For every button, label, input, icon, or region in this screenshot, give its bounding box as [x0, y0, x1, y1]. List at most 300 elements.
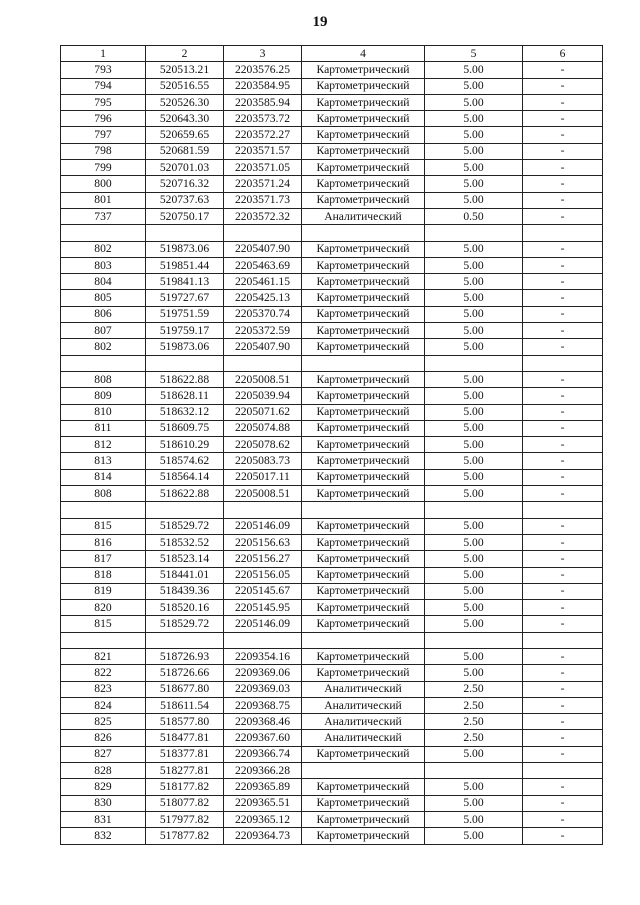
x-coordinate-cell: 518632.12 [146, 404, 224, 420]
x-coordinate-cell: 518532.52 [146, 534, 224, 550]
y-coordinate-cell: 2205083.73 [224, 453, 302, 469]
table-row [61, 143, 603, 159]
accuracy-cell: 5.00 [425, 665, 523, 681]
table-row [61, 583, 603, 599]
method-cell: Картометрический [302, 160, 425, 176]
point-number-cell: 826 [61, 730, 146, 746]
accuracy-cell: 5.00 [425, 518, 523, 534]
method-cell: Картометрический [302, 388, 425, 404]
x-coordinate-cell: 520681.59 [146, 143, 224, 159]
note-cell: - [523, 811, 603, 827]
x-coordinate-cell: 520750.17 [146, 208, 224, 224]
column-header: 1 [61, 46, 146, 62]
x-coordinate-cell: 518677.80 [146, 681, 224, 697]
note-cell: - [523, 208, 603, 224]
accuracy-cell [425, 763, 523, 779]
table-row [61, 111, 603, 127]
table-row [61, 502, 603, 518]
table-row [61, 665, 603, 681]
point-number-cell: 816 [61, 534, 146, 550]
x-coordinate-cell: 520516.55 [146, 78, 224, 94]
point-number-cell [61, 502, 146, 518]
accuracy-cell: 5.00 [425, 339, 523, 355]
note-cell: - [523, 567, 603, 583]
point-number-cell: 821 [61, 648, 146, 664]
accuracy-cell: 5.00 [425, 648, 523, 664]
method-cell: Аналитический [302, 208, 425, 224]
accuracy-cell: 5.00 [425, 274, 523, 290]
note-cell: - [523, 469, 603, 485]
accuracy-cell: 5.00 [425, 111, 523, 127]
x-coordinate-cell: 518609.75 [146, 420, 224, 436]
point-number-cell: 823 [61, 681, 146, 697]
table-row [61, 632, 603, 648]
note-cell: - [523, 127, 603, 143]
method-cell: Картометрический [302, 290, 425, 306]
accuracy-cell: 5.00 [425, 600, 523, 616]
accuracy-cell [425, 225, 523, 241]
point-number-cell: 810 [61, 404, 146, 420]
note-cell: - [523, 730, 603, 746]
y-coordinate-cell: 2205156.63 [224, 534, 302, 550]
y-coordinate-cell: 2205407.90 [224, 241, 302, 257]
method-cell [302, 763, 425, 779]
y-coordinate-cell: 2203571.05 [224, 160, 302, 176]
x-coordinate-cell [146, 502, 224, 518]
table-row [61, 648, 603, 664]
point-number-cell: 828 [61, 763, 146, 779]
note-cell: - [523, 323, 603, 339]
y-coordinate-cell: 2209366.28 [224, 763, 302, 779]
x-coordinate-cell: 518439.36 [146, 583, 224, 599]
method-cell: Картометрический [302, 828, 425, 844]
column-header: 4 [302, 46, 425, 62]
note-cell: - [523, 828, 603, 844]
note-cell: - [523, 518, 603, 534]
accuracy-cell [425, 632, 523, 648]
accuracy-cell: 5.00 [425, 388, 523, 404]
note-cell: - [523, 388, 603, 404]
x-coordinate-cell: 518564.14 [146, 469, 224, 485]
accuracy-cell: 2.50 [425, 714, 523, 730]
accuracy-cell: 5.00 [425, 469, 523, 485]
y-coordinate-cell: 2203576.25 [224, 62, 302, 78]
table-row [61, 78, 603, 94]
y-coordinate-cell: 2205372.59 [224, 323, 302, 339]
method-cell: Картометрический [302, 420, 425, 436]
note-cell [523, 632, 603, 648]
note-cell: - [523, 94, 603, 110]
x-coordinate-cell: 517877.82 [146, 828, 224, 844]
accuracy-cell: 5.00 [425, 486, 523, 502]
y-coordinate-cell: 2205145.95 [224, 600, 302, 616]
y-coordinate-cell: 2205017.11 [224, 469, 302, 485]
method-cell: Картометрический [302, 453, 425, 469]
table-row [61, 420, 603, 436]
accuracy-cell: 5.00 [425, 453, 523, 469]
table-row [61, 779, 603, 795]
x-coordinate-cell: 518377.81 [146, 746, 224, 762]
note-cell: - [523, 78, 603, 94]
table-row [61, 616, 603, 632]
x-coordinate-cell: 518726.66 [146, 665, 224, 681]
accuracy-cell: 5.00 [425, 795, 523, 811]
x-coordinate-cell: 518529.72 [146, 518, 224, 534]
note-cell: - [523, 111, 603, 127]
table-row [61, 453, 603, 469]
y-coordinate-cell: 2209365.89 [224, 779, 302, 795]
accuracy-cell: 5.00 [425, 551, 523, 567]
method-cell: Картометрический [302, 111, 425, 127]
point-number-cell: 812 [61, 437, 146, 453]
table-row [61, 600, 603, 616]
method-cell: Картометрический [302, 143, 425, 159]
y-coordinate-cell: 2203571.73 [224, 192, 302, 208]
point-number-cell: 803 [61, 257, 146, 273]
y-coordinate-cell: 2209368.75 [224, 697, 302, 713]
point-number-cell: 805 [61, 290, 146, 306]
note-cell: - [523, 665, 603, 681]
point-number-cell: 794 [61, 78, 146, 94]
y-coordinate-cell: 2205463.69 [224, 257, 302, 273]
note-cell [523, 355, 603, 371]
table-row [61, 127, 603, 143]
method-cell: Картометрический [302, 534, 425, 550]
point-number-cell: 802 [61, 339, 146, 355]
point-number-cell: 830 [61, 795, 146, 811]
x-coordinate-cell: 518520.16 [146, 600, 224, 616]
table-row [61, 192, 603, 208]
table-row [61, 469, 603, 485]
point-number-cell: 802 [61, 241, 146, 257]
method-cell: Картометрический [302, 62, 425, 78]
point-number-cell: 813 [61, 453, 146, 469]
point-number-cell: 804 [61, 274, 146, 290]
accuracy-cell: 5.00 [425, 437, 523, 453]
table-row [61, 681, 603, 697]
accuracy-cell: 5.00 [425, 323, 523, 339]
note-cell: - [523, 404, 603, 420]
method-cell: Картометрический [302, 274, 425, 290]
point-number-cell: 829 [61, 779, 146, 795]
x-coordinate-cell: 518077.82 [146, 795, 224, 811]
note-cell: - [523, 534, 603, 550]
y-coordinate-cell: 2209366.74 [224, 746, 302, 762]
note-cell: - [523, 453, 603, 469]
point-number-cell: 819 [61, 583, 146, 599]
note-cell: - [523, 437, 603, 453]
method-cell: Аналитический [302, 697, 425, 713]
accuracy-cell: 2.50 [425, 697, 523, 713]
point-number-cell: 814 [61, 469, 146, 485]
table-row [61, 225, 603, 241]
y-coordinate-cell: 2209368.46 [224, 714, 302, 730]
x-coordinate-cell [146, 632, 224, 648]
note-cell: - [523, 192, 603, 208]
table-row [61, 795, 603, 811]
x-coordinate-cell: 518622.88 [146, 486, 224, 502]
note-cell: - [523, 339, 603, 355]
table-row [61, 241, 603, 257]
accuracy-cell: 5.00 [425, 176, 523, 192]
point-number-cell [61, 225, 146, 241]
y-coordinate-cell: 2209369.06 [224, 665, 302, 681]
note-cell: - [523, 795, 603, 811]
table-row [61, 94, 603, 110]
x-coordinate-cell: 518611.54 [146, 697, 224, 713]
accuracy-cell: 5.00 [425, 257, 523, 273]
note-cell: - [523, 714, 603, 730]
method-cell: Картометрический [302, 306, 425, 322]
x-coordinate-cell: 519759.17 [146, 323, 224, 339]
y-coordinate-cell: 2203584.95 [224, 78, 302, 94]
accuracy-cell: 5.00 [425, 290, 523, 306]
table-row [61, 746, 603, 762]
point-number-cell: 822 [61, 665, 146, 681]
accuracy-cell: 5.00 [425, 779, 523, 795]
method-cell: Картометрический [302, 127, 425, 143]
table-row [61, 730, 603, 746]
accuracy-cell: 5.00 [425, 828, 523, 844]
table-row [61, 208, 603, 224]
accuracy-cell: 5.00 [425, 160, 523, 176]
point-number-cell: 798 [61, 143, 146, 159]
point-number-cell: 825 [61, 714, 146, 730]
x-coordinate-cell: 518441.01 [146, 567, 224, 583]
x-coordinate-cell [146, 225, 224, 241]
x-coordinate-cell [146, 355, 224, 371]
method-cell: Картометрический [302, 339, 425, 355]
y-coordinate-cell [224, 355, 302, 371]
x-coordinate-cell: 520716.32 [146, 176, 224, 192]
x-coordinate-cell: 518577.80 [146, 714, 224, 730]
accuracy-cell: 0.50 [425, 208, 523, 224]
note-cell: - [523, 274, 603, 290]
method-cell: Картометрический [302, 811, 425, 827]
point-number-cell: 817 [61, 551, 146, 567]
point-number-cell: 793 [61, 62, 146, 78]
accuracy-cell: 5.00 [425, 371, 523, 387]
x-coordinate-cell: 518523.14 [146, 551, 224, 567]
accuracy-cell: 5.00 [425, 62, 523, 78]
y-coordinate-cell: 2205039.94 [224, 388, 302, 404]
note-cell: - [523, 143, 603, 159]
accuracy-cell: 5.00 [425, 534, 523, 550]
table-row [61, 828, 603, 844]
method-cell: Картометрический [302, 404, 425, 420]
x-coordinate-cell: 518610.29 [146, 437, 224, 453]
method-cell: Аналитический [302, 714, 425, 730]
note-cell: - [523, 779, 603, 795]
x-coordinate-cell: 519873.06 [146, 339, 224, 355]
method-cell: Картометрический [302, 600, 425, 616]
method-cell: Картометрический [302, 78, 425, 94]
table-row [61, 811, 603, 827]
point-number-cell: 796 [61, 111, 146, 127]
accuracy-cell: 5.00 [425, 241, 523, 257]
method-cell: Картометрический [302, 551, 425, 567]
x-coordinate-cell: 518574.62 [146, 453, 224, 469]
table-row [61, 437, 603, 453]
method-cell [302, 502, 425, 518]
y-coordinate-cell: 2205370.74 [224, 306, 302, 322]
column-header: 6 [523, 46, 603, 62]
point-number-cell: 807 [61, 323, 146, 339]
accuracy-cell: 5.00 [425, 746, 523, 762]
y-coordinate-cell: 2205145.67 [224, 583, 302, 599]
accuracy-cell: 5.00 [425, 583, 523, 599]
accuracy-cell [425, 355, 523, 371]
method-cell: Картометрический [302, 518, 425, 534]
x-coordinate-cell: 519873.06 [146, 241, 224, 257]
y-coordinate-cell [224, 632, 302, 648]
y-coordinate-cell: 2203572.27 [224, 127, 302, 143]
y-coordinate-cell: 2203585.94 [224, 94, 302, 110]
accuracy-cell: 5.00 [425, 78, 523, 94]
y-coordinate-cell: 2203571.57 [224, 143, 302, 159]
y-coordinate-cell: 2205078.62 [224, 437, 302, 453]
table-row [61, 763, 603, 779]
note-cell: - [523, 176, 603, 192]
accuracy-cell: 5.00 [425, 192, 523, 208]
y-coordinate-cell: 2209354.16 [224, 648, 302, 664]
method-cell: Картометрический [302, 779, 425, 795]
table-row [61, 274, 603, 290]
method-cell: Аналитический [302, 681, 425, 697]
note-cell: - [523, 551, 603, 567]
table-row [61, 62, 603, 78]
point-number-cell [61, 632, 146, 648]
method-cell: Картометрический [302, 94, 425, 110]
method-cell [302, 225, 425, 241]
table-row [61, 551, 603, 567]
accuracy-cell [425, 502, 523, 518]
table-row [61, 306, 603, 322]
y-coordinate-cell: 2209369.03 [224, 681, 302, 697]
method-cell: Аналитический [302, 730, 425, 746]
x-coordinate-cell: 517977.82 [146, 811, 224, 827]
method-cell: Картометрический [302, 567, 425, 583]
y-coordinate-cell [224, 225, 302, 241]
method-cell: Картометрический [302, 241, 425, 257]
note-cell: - [523, 290, 603, 306]
table-body [61, 62, 603, 844]
table-row [61, 714, 603, 730]
note-cell: - [523, 371, 603, 387]
y-coordinate-cell: 2203572.32 [224, 208, 302, 224]
note-cell: - [523, 486, 603, 502]
table-row [61, 486, 603, 502]
point-number-cell: 820 [61, 600, 146, 616]
x-coordinate-cell: 519727.67 [146, 290, 224, 306]
accuracy-cell: 5.00 [425, 811, 523, 827]
note-cell: - [523, 583, 603, 599]
method-cell [302, 355, 425, 371]
method-cell: Картометрический [302, 257, 425, 273]
method-cell: Картометрический [302, 616, 425, 632]
table-row [61, 290, 603, 306]
point-number-cell: 797 [61, 127, 146, 143]
y-coordinate-cell: 2205461.15 [224, 274, 302, 290]
point-number-cell: 811 [61, 420, 146, 436]
x-coordinate-cell: 520737.63 [146, 192, 224, 208]
x-coordinate-cell: 520513.21 [146, 62, 224, 78]
coordinates-table [60, 45, 603, 845]
x-coordinate-cell: 520659.65 [146, 127, 224, 143]
x-coordinate-cell: 518529.72 [146, 616, 224, 632]
table-row [61, 176, 603, 192]
table-row [61, 323, 603, 339]
method-cell: Картометрический [302, 437, 425, 453]
method-cell: Картометрический [302, 746, 425, 762]
method-cell: Картометрический [302, 486, 425, 502]
note-cell: - [523, 257, 603, 273]
note-cell [523, 502, 603, 518]
note-cell: - [523, 681, 603, 697]
method-cell: Картометрический [302, 371, 425, 387]
y-coordinate-cell: 2209367.60 [224, 730, 302, 746]
y-coordinate-cell: 2205146.09 [224, 518, 302, 534]
method-cell: Картометрический [302, 795, 425, 811]
table-header-row [61, 46, 603, 62]
y-coordinate-cell: 2205008.51 [224, 486, 302, 502]
point-number-cell: 806 [61, 306, 146, 322]
note-cell: - [523, 600, 603, 616]
x-coordinate-cell: 519841.13 [146, 274, 224, 290]
method-cell: Картометрический [302, 192, 425, 208]
note-cell: - [523, 648, 603, 664]
note-cell: - [523, 746, 603, 762]
page-number: 19 [312, 14, 328, 30]
accuracy-cell: 5.00 [425, 404, 523, 420]
x-coordinate-cell: 520701.03 [146, 160, 224, 176]
table-row [61, 257, 603, 273]
table-row [61, 697, 603, 713]
point-number-cell: 831 [61, 811, 146, 827]
x-coordinate-cell: 520526.30 [146, 94, 224, 110]
accuracy-cell: 5.00 [425, 94, 523, 110]
table-row [61, 534, 603, 550]
x-coordinate-cell: 519851.44 [146, 257, 224, 273]
note-cell [523, 763, 603, 779]
accuracy-cell: 5.00 [425, 567, 523, 583]
accuracy-cell: 5.00 [425, 306, 523, 322]
table-row [61, 355, 603, 371]
y-coordinate-cell: 2205146.09 [224, 616, 302, 632]
y-coordinate-cell: 2205008.51 [224, 371, 302, 387]
y-coordinate-cell: 2209364.73 [224, 828, 302, 844]
x-coordinate-cell: 518628.11 [146, 388, 224, 404]
point-number-cell: 808 [61, 486, 146, 502]
x-coordinate-cell: 519751.59 [146, 306, 224, 322]
point-number-cell: 809 [61, 388, 146, 404]
x-coordinate-cell: 518726.93 [146, 648, 224, 664]
y-coordinate-cell: 2205074.88 [224, 420, 302, 436]
x-coordinate-cell: 520643.30 [146, 111, 224, 127]
column-header: 2 [146, 46, 224, 62]
table-row [61, 567, 603, 583]
table-row [61, 518, 603, 534]
point-number-cell: 832 [61, 828, 146, 844]
point-number-cell: 737 [61, 208, 146, 224]
point-number-cell: 824 [61, 697, 146, 713]
note-cell: - [523, 160, 603, 176]
point-number-cell [61, 355, 146, 371]
table-row [61, 371, 603, 387]
y-coordinate-cell: 2205071.62 [224, 404, 302, 420]
y-coordinate-cell: 2205156.05 [224, 567, 302, 583]
table-row [61, 339, 603, 355]
